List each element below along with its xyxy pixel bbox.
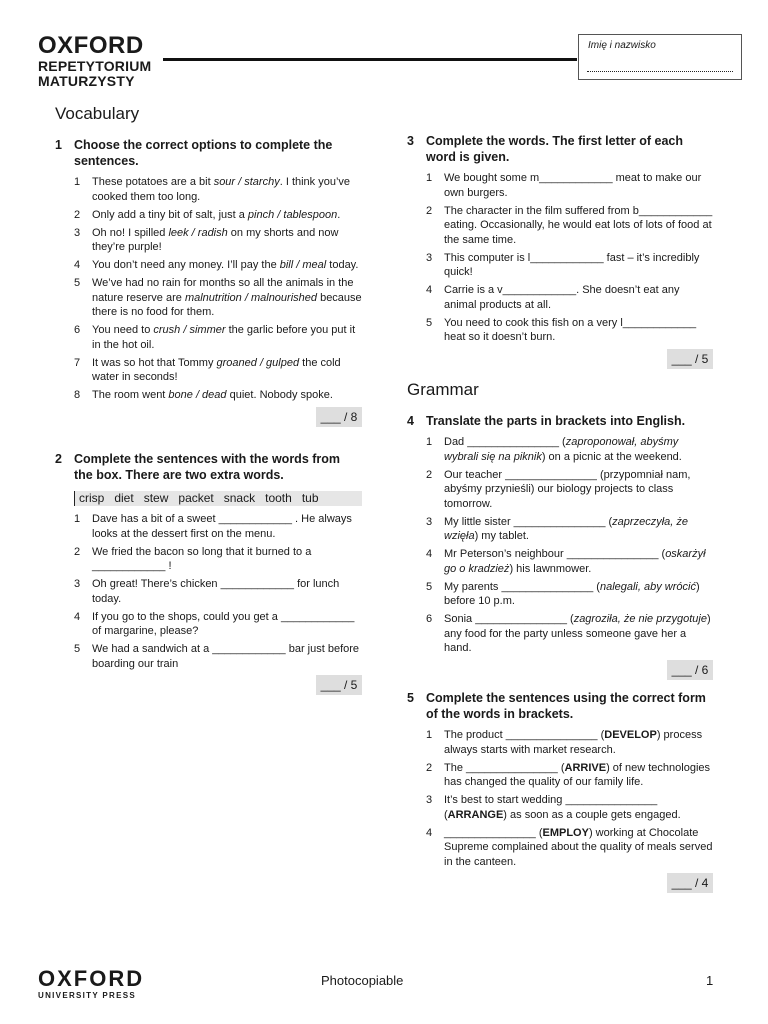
item-number: 2	[74, 208, 81, 221]
exercise-4-items	[407, 435, 713, 656]
item-number: 3	[426, 515, 433, 528]
list-item	[55, 258, 362, 273]
list-item	[407, 793, 713, 822]
exercise-1-heading	[55, 137, 362, 169]
item-text[interactable]: You don’t need any money. I’ll pay the bill / meal today.	[92, 259, 359, 271]
item-text[interactable]: Carrie is a v____________. She doesn’t eat any animal products at all.	[444, 284, 680, 311]
list-item	[55, 512, 362, 541]
brand-line-3: MATURZYSTY	[38, 73, 135, 89]
word-box-word: tooth	[265, 491, 292, 505]
list-item	[55, 642, 362, 671]
item-text[interactable]: The character in the film suffered from b____________ eating. Occasionally, he would eat lots of lots of food at the same time.	[444, 204, 713, 246]
exercise-5-heading	[407, 690, 713, 722]
list-item	[407, 204, 713, 248]
item-number: 1	[426, 172, 433, 184]
item-text[interactable]: It was so hot that Tommy groaned / gulped the cold water in seconds!	[92, 356, 341, 383]
name-label: Imię i nazwisko	[588, 40, 656, 51]
page-number: 1	[706, 973, 714, 988]
list-item	[55, 208, 362, 223]
item-number: 5	[426, 316, 433, 329]
item-number: 2	[74, 545, 81, 558]
exercise-5-items	[407, 728, 713, 869]
item-number: 4	[74, 610, 81, 623]
exercise-5-title: Complete the sentences using the correct form of the words in brackets.	[426, 691, 706, 721]
list-item	[407, 171, 713, 200]
exercise-2-number: 2	[55, 452, 62, 466]
item-text[interactable]: The room went bone / dead quiet. Nobody spoke.	[92, 389, 333, 401]
word-box-word: snack	[223, 491, 256, 505]
name-field[interactable]	[578, 34, 742, 80]
item-text[interactable]: This computer is l____________ fast – it’s incredibly quick!	[444, 251, 700, 278]
item-number: 4	[426, 284, 433, 296]
item-text[interactable]: Oh great! There’s chicken ____________ for lunch today.	[92, 578, 340, 605]
item-text[interactable]: We had a sandwich at a ____________ bar just before boarding our train	[92, 643, 360, 670]
item-number: 4	[426, 548, 433, 560]
section-vocabulary: Vocabulary	[55, 104, 140, 123]
word-box	[74, 491, 362, 506]
item-text[interactable]: Dave has a bit of a sweet ____________ . He always looks at the dessert first on the menu.	[92, 513, 352, 540]
list-item	[407, 826, 713, 870]
list-item	[55, 175, 362, 204]
list-item	[55, 356, 362, 385]
exercise-3-score[interactable]: ___ / 5	[667, 349, 713, 369]
list-item	[407, 547, 713, 576]
exercise-3-number: 3	[407, 134, 414, 148]
exercise-2-score[interactable]: ___ / 5	[316, 675, 362, 695]
list-item	[407, 728, 713, 757]
list-item	[407, 515, 713, 544]
item-text[interactable]: _______________ (EMPLOY) working at Chocolate Supreme complained about the quality of meals served in the canteen.	[444, 826, 713, 868]
exercise-4-heading	[407, 413, 713, 429]
exercise-1-items	[55, 175, 362, 403]
item-text[interactable]: Only add a tiny bit of salt, just a pinch / tablespoon.	[92, 208, 341, 221]
oxford-university-press-logo	[38, 968, 144, 1000]
item-text[interactable]: Mr Peterson’s neighbour _______________ (oskarżył go o kradzież) his lawnmower.	[444, 548, 706, 575]
item-number: 2	[426, 761, 433, 774]
item-text[interactable]: If you go to the shops, could you get a ____________ of margarine, please?	[92, 610, 355, 637]
item-number: 1	[74, 513, 81, 525]
item-text[interactable]: You need to crush / simmer the garlic before you put it in the hot oil.	[92, 324, 356, 351]
list-item	[55, 610, 362, 639]
item-number: 2	[426, 468, 433, 481]
item-text[interactable]: The product _______________ (DEVELOP) process always starts with market research.	[444, 729, 703, 756]
section-grammar: Grammar	[407, 380, 479, 399]
exercise-2-heading	[55, 451, 362, 483]
list-item	[407, 468, 713, 512]
exercise-4-score[interactable]: ___ / 6	[667, 660, 713, 680]
item-text[interactable]: Dad _______________ (zaproponował, abyśmy wybrali się na piknik) on a picnic at the weekend.	[444, 436, 682, 463]
name-line	[587, 71, 733, 72]
item-text[interactable]: The _______________ (ARRIVE) of new technologies has changed the quality of our family life.	[444, 761, 711, 788]
exercise-4-title: Translate the parts in brackets into English.	[426, 414, 686, 428]
item-number: 5	[74, 643, 81, 655]
item-text[interactable]: We fried the bacon so long that it burned to a ____________ !	[92, 545, 312, 572]
exercise-3-heading	[407, 133, 713, 165]
item-text[interactable]: We’ve had no rain for months so all the animals in the nature reserve are malnutrition / malnourished because there is no food for them.	[92, 277, 362, 318]
word-box-word: stew	[143, 491, 169, 505]
list-item	[407, 251, 713, 280]
list-item	[407, 283, 713, 312]
item-text[interactable]: Oh no! I spilled leek / radish on my shorts and now they’re purple!	[92, 226, 339, 253]
list-item	[407, 316, 713, 345]
item-text[interactable]: You need to cook this fish on a very l____________ heat so it doesn’t burn.	[444, 316, 697, 343]
item-number: 4	[426, 826, 433, 839]
exercise-4-number: 4	[407, 414, 414, 428]
item-number: 5	[74, 277, 81, 289]
item-number: 3	[426, 251, 433, 264]
word-box-word: crisp	[79, 491, 105, 505]
exercise-1-title: Choose the correct options to complete the sentences.	[74, 138, 333, 168]
word-box-word: tub	[301, 491, 319, 505]
item-number: 8	[74, 389, 81, 401]
item-number: 5	[426, 580, 433, 593]
list-item	[55, 388, 362, 403]
brand-oxford: OXFORD	[38, 32, 144, 59]
list-item	[55, 323, 362, 352]
exercise-1-number: 1	[55, 138, 62, 152]
exercise-5	[407, 690, 713, 893]
exercise-1	[55, 137, 362, 427]
list-item	[55, 577, 362, 606]
item-text[interactable]: It’s best to start wedding _______________ (ARRANGE) as soon as a couple gets engaged.	[444, 794, 681, 821]
item-number: 3	[74, 578, 81, 590]
exercise-1-score[interactable]: ___ / 8	[316, 407, 362, 427]
header-rule	[163, 58, 577, 61]
item-number: 1	[74, 176, 81, 188]
brand-line-2: REPETYTORIUM	[38, 58, 152, 74]
item-number: 3	[426, 794, 433, 806]
word-box-word: packet	[178, 491, 214, 505]
exercise-5-score[interactable]: ___ / 4	[667, 873, 713, 893]
oxford-repetytorium-logo	[38, 34, 151, 88]
list-item	[407, 435, 713, 464]
item-number: 3	[74, 226, 81, 239]
list-item	[55, 276, 362, 320]
exercise-3-title: Complete the words. The first letter of each word is given.	[426, 134, 683, 164]
exercise-2	[55, 451, 362, 695]
exercise-5-number: 5	[407, 691, 414, 705]
item-text[interactable]: These potatoes are a bit sour / starchy. I think you’ve cooked them too long.	[92, 176, 351, 203]
item-number: 6	[74, 324, 81, 336]
item-number: 1	[426, 729, 433, 741]
item-text[interactable]: My parents _______________ (nalegali, aby wrócić) before 10 p.m.	[444, 580, 700, 607]
exercise-3-items	[407, 171, 713, 345]
list-item	[407, 580, 713, 609]
publisher-subtitle: UNIVERSITY PRESS	[38, 991, 137, 1000]
item-number: 1	[426, 436, 433, 448]
list-item	[407, 612, 713, 656]
exercise-3	[407, 133, 713, 369]
item-text[interactable]: We bought some m____________ meat to make our own burgers.	[444, 172, 702, 199]
item-number: 4	[74, 259, 81, 271]
item-text[interactable]: My little sister _______________ (zaprzeczyła, że wzięła) my tablet.	[444, 515, 688, 542]
item-number: 2	[426, 204, 433, 217]
list-item	[55, 226, 362, 255]
publisher-name: OXFORD	[38, 966, 145, 991]
item-number: 7	[74, 356, 81, 369]
item-text[interactable]: Sonia _______________ (zagroziła, że nie przygotuje) any food for the party unless someone gave her a hand.	[444, 613, 711, 654]
word-box-word: diet	[114, 491, 134, 505]
photocopiable-label: Photocopiable	[321, 973, 404, 988]
exercise-4	[407, 413, 713, 680]
item-text[interactable]: Our teacher _______________ (przypomniał nam, abyśmy przynieśli) our biology projects to class tomorrow.	[444, 468, 691, 510]
exercise-2-title: Complete the sentences with the words from the box. There are two extra words.	[74, 452, 341, 482]
exercise-2-items	[55, 512, 362, 671]
list-item	[407, 761, 713, 790]
list-item	[55, 545, 362, 574]
item-number: 6	[426, 613, 433, 625]
